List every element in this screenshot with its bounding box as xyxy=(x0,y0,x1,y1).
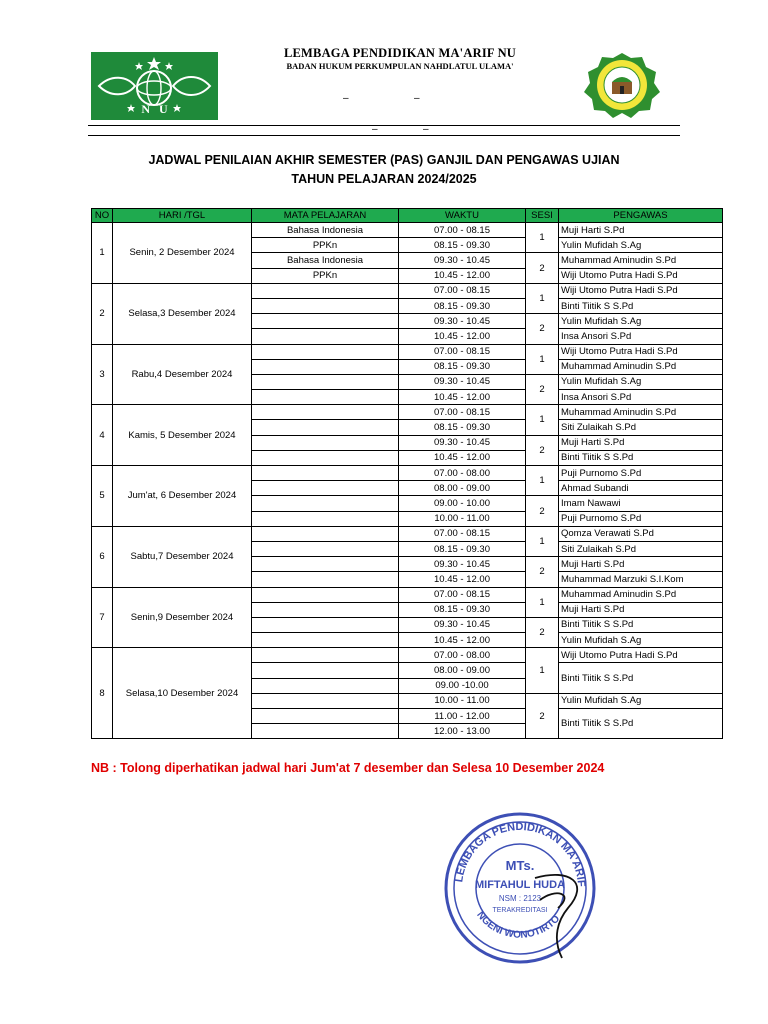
institution-subtitle: BADAN HUKUM PERKUMPULAN NAHDLATUL ULAMA' xyxy=(286,61,514,71)
cell-hari: Kamis, 5 Desember 2024 xyxy=(113,405,252,466)
cell-no: 2 xyxy=(92,283,113,344)
cell-mapel xyxy=(252,298,399,313)
cell-waktu: 09.30 - 10.45 xyxy=(399,557,526,572)
cell-pengawas: Insa Ansori S.Pd xyxy=(559,329,723,344)
cell-mapel xyxy=(252,557,399,572)
cell-pengawas: Qomza Verawati S.Pd xyxy=(559,526,723,541)
stamp-status: TERAKREDITASI xyxy=(492,907,548,914)
table-row xyxy=(92,344,723,359)
cell-waktu: 08.15 - 09.30 xyxy=(399,238,526,253)
cell-mapel xyxy=(252,678,399,693)
cell-mapel: PPKn xyxy=(252,268,399,283)
cell-mapel: Bahasa Indonesia xyxy=(252,223,399,238)
cell-waktu: 08.00 - 09.00 xyxy=(399,663,526,678)
cell-mapel xyxy=(252,481,399,496)
cell-no: 3 xyxy=(92,344,113,405)
cell-waktu: 11.00 - 12.00 xyxy=(399,709,526,724)
cell-waktu: 07.00 - 08.00 xyxy=(399,648,526,663)
cell-mapel xyxy=(252,572,399,587)
cell-sesi: 2 xyxy=(526,693,559,739)
cell-mapel xyxy=(252,314,399,329)
cell-pengawas: Muji Harti S.Pd xyxy=(559,435,723,450)
column-header-waktu: WAKTU xyxy=(399,209,526,223)
note-text: NB : Tolong diperhatikan jadwal hari Jum'at 7 desember dan Selesa 10 Desember 2024 xyxy=(91,761,605,775)
cell-pengawas: Muhammad Marzuki S.I.Kom xyxy=(559,572,723,587)
cell-pengawas: Muhammad Aminudin S.Pd xyxy=(559,253,723,268)
cell-mapel xyxy=(252,693,399,708)
cell-waktu: 09.30 - 10.45 xyxy=(399,617,526,632)
cell-pengawas: Yulin Mufidah S.Ag xyxy=(559,633,723,648)
cell-pengawas: Insa Ansori S.Pd xyxy=(559,390,723,405)
cell-mapel xyxy=(252,617,399,632)
svg-text:NGENI WONOTIRTO xyxy=(474,910,562,941)
kop-dash: – xyxy=(414,93,420,104)
cell-waktu: 07.00 - 08.15 xyxy=(399,344,526,359)
cell-no: 8 xyxy=(92,648,113,739)
cell-hari: Selasa,3 Desember 2024 xyxy=(113,283,252,344)
cell-waktu: 07.00 - 08.15 xyxy=(399,587,526,602)
madrasah-emblem-icon xyxy=(582,52,662,119)
cell-sesi: 2 xyxy=(526,253,559,283)
cell-waktu: 10.45 - 12.00 xyxy=(399,390,526,405)
cell-mapel xyxy=(252,420,399,435)
cell-pengawas: Yulin Mufidah S.Ag xyxy=(559,314,723,329)
cell-pengawas: Binti Tiitik S S.Pd xyxy=(559,450,723,465)
cell-sesi: 1 xyxy=(526,466,559,496)
madrasah-logo xyxy=(582,52,662,119)
cell-waktu: 10.45 - 12.00 xyxy=(399,633,526,648)
cell-sesi: 2 xyxy=(526,314,559,344)
cell-hari: Sabtu,7 Desember 2024 xyxy=(113,526,252,587)
cell-waktu: 07.00 - 08.15 xyxy=(399,405,526,420)
cell-mapel xyxy=(252,709,399,724)
cell-mapel xyxy=(252,344,399,359)
cell-waktu: 08.15 - 09.30 xyxy=(399,420,526,435)
cell-mapel xyxy=(252,466,399,481)
cell-pengawas: Wiji Utomo Putra Hadi S.Pd xyxy=(559,283,723,298)
cell-pengawas: Ahmad Subandi xyxy=(559,481,723,496)
cell-pengawas: Muji Harti S.Pd xyxy=(559,223,723,238)
cell-sesi: 1 xyxy=(526,223,559,253)
cell-waktu: 09.30 - 10.45 xyxy=(399,374,526,389)
cell-sesi: 1 xyxy=(526,648,559,694)
cell-pengawas: Muhammad Aminudin S.Pd xyxy=(559,359,723,374)
cell-pengawas: Muhammad Aminudin S.Pd xyxy=(559,587,723,602)
cell-pengawas: Siti Zulaikah S.Pd xyxy=(559,420,723,435)
cell-waktu: 10.45 - 12.00 xyxy=(399,268,526,283)
column-header-sesi: SESI xyxy=(526,209,559,223)
cell-no: 7 xyxy=(92,587,113,648)
cell-pengawas: Yulin Mufidah S.Ag xyxy=(559,374,723,389)
cell-waktu: 09.30 - 10.45 xyxy=(399,435,526,450)
column-header-mapel: MATA PELAJARAN xyxy=(252,209,399,223)
cell-mapel xyxy=(252,359,399,374)
cell-sesi: 1 xyxy=(526,405,559,435)
cell-mapel xyxy=(252,663,399,678)
cell-mapel xyxy=(252,450,399,465)
cell-waktu: 08.15 - 09.30 xyxy=(399,359,526,374)
cell-mapel xyxy=(252,541,399,556)
cell-no: 5 xyxy=(92,466,113,527)
cell-waktu: 10.45 - 12.00 xyxy=(399,572,526,587)
kop-dash: – xyxy=(343,93,349,104)
cell-mapel xyxy=(252,724,399,739)
cell-sesi: 2 xyxy=(526,435,559,465)
table-row xyxy=(92,466,723,481)
cell-mapel xyxy=(252,526,399,541)
table-row xyxy=(92,587,723,602)
cell-sesi: 1 xyxy=(526,283,559,313)
official-stamp xyxy=(440,808,600,968)
nu-logo-letters: N U xyxy=(141,102,168,116)
kop-divider xyxy=(88,135,680,136)
cell-waktu: 10.00 - 11.00 xyxy=(399,693,526,708)
cell-mapel xyxy=(252,633,399,648)
cell-pengawas: Binti Tiitik S S.Pd xyxy=(559,298,723,313)
kop-dash: – xyxy=(423,124,429,135)
cell-pengawas: Binti Tiitik S S.Pd xyxy=(559,709,723,739)
cell-waktu: 09.30 - 10.45 xyxy=(399,314,526,329)
cell-mapel xyxy=(252,587,399,602)
cell-mapel: PPKn xyxy=(252,238,399,253)
cell-sesi: 2 xyxy=(526,496,559,526)
cell-pengawas: Wiji Utomo Putra Hadi S.Pd xyxy=(559,648,723,663)
cell-pengawas: Puji Purnomo S.Pd xyxy=(559,511,723,526)
cell-pengawas: Puji Purnomo S.Pd xyxy=(559,466,723,481)
cell-waktu: 07.00 - 08.15 xyxy=(399,283,526,298)
cell-waktu: 08.15 - 09.30 xyxy=(399,541,526,556)
cell-pengawas: Wiji Utomo Putra Hadi S.Pd xyxy=(559,344,723,359)
cell-pengawas: Yulin Mufidah S.Ag xyxy=(559,238,723,253)
column-header-pengawas: PENGAWAS xyxy=(559,209,723,223)
document-subtitle: TAHUN PELAJARAN 2024/2025 xyxy=(291,172,477,186)
cell-waktu: 12.00 - 13.00 xyxy=(399,724,526,739)
cell-waktu: 08.15 - 09.30 xyxy=(399,602,526,617)
kop-divider xyxy=(88,125,680,126)
schedule-table xyxy=(91,208,723,739)
cell-waktu: 09.00 -10.00 xyxy=(399,678,526,693)
table-row xyxy=(92,283,723,298)
column-header-hari: HARI /TGL xyxy=(113,209,252,223)
cell-sesi: 2 xyxy=(526,617,559,647)
cell-hari: Senin,9 Desember 2024 xyxy=(113,587,252,648)
cell-waktu: 08.00 - 09.00 xyxy=(399,481,526,496)
cell-mapel xyxy=(252,374,399,389)
institution-name: LEMBAGA PENDIDIKAN MA'ARIF NU xyxy=(283,46,517,60)
cell-waktu: 10.45 - 12.00 xyxy=(399,329,526,344)
cell-hari: Selasa,10 Desember 2024 xyxy=(113,648,252,739)
stamp-school-name: MIFTAHUL HUDA xyxy=(474,879,566,891)
kop-dash: – xyxy=(372,124,378,135)
cell-hari: Jum'at, 6 Desember 2024 xyxy=(113,466,252,527)
cell-pengawas: Muji Harti S.Pd xyxy=(559,602,723,617)
cell-waktu: 09.00 - 10.00 xyxy=(399,496,526,511)
nu-logo xyxy=(91,52,218,120)
stamp-inner-text: MTs. xyxy=(505,858,535,873)
cell-no: 6 xyxy=(92,526,113,587)
cell-sesi: 1 xyxy=(526,587,559,617)
cell-pengawas: Imam Nawawi xyxy=(559,496,723,511)
cell-waktu: 08.15 - 09.30 xyxy=(399,298,526,313)
cell-pengawas: Wiji Utomo Putra Hadi S.Pd xyxy=(559,268,723,283)
cell-waktu: 10.00 - 11.00 xyxy=(399,511,526,526)
cell-mapel xyxy=(252,283,399,298)
cell-no: 1 xyxy=(92,223,113,284)
cell-mapel xyxy=(252,511,399,526)
table-row xyxy=(92,648,723,663)
cell-mapel xyxy=(252,602,399,617)
cell-no: 4 xyxy=(92,405,113,466)
cell-sesi: 1 xyxy=(526,526,559,556)
cell-pengawas: Binti Tiitik S S.Pd xyxy=(559,617,723,632)
cell-pengawas: Siti Zulaikah S.Pd xyxy=(559,541,723,556)
cell-hari: Rabu,4 Desember 2024 xyxy=(113,344,252,405)
cell-pengawas: Binti Tiitik S S.Pd xyxy=(559,663,723,693)
stamp-nsm: NSM : 2123 xyxy=(498,894,542,903)
table-header-row xyxy=(92,209,723,223)
table-row xyxy=(92,405,723,420)
cell-pengawas: Muji Harti S.Pd xyxy=(559,557,723,572)
cell-waktu: 09.30 - 10.45 xyxy=(399,253,526,268)
cell-mapel xyxy=(252,435,399,450)
cell-pengawas: Muhammad Aminudin S.Pd xyxy=(559,405,723,420)
cell-mapel: Bahasa Indonesia xyxy=(252,253,399,268)
stamp-place-text: NGENI WONOTIRTO xyxy=(474,909,563,941)
column-header-no: NO xyxy=(92,209,113,223)
cell-waktu: 07.00 - 08.15 xyxy=(399,223,526,238)
cell-sesi: 1 xyxy=(526,344,559,374)
cell-mapel xyxy=(252,648,399,663)
cell-waktu: 07.00 - 08.15 xyxy=(399,526,526,541)
stamp-outer-text: LEMBAGA PENDIDIKAN MA'ARIF xyxy=(453,820,588,888)
schedule-body xyxy=(92,223,723,739)
document-title: JADWAL PENILAIAN AKHIR SEMESTER (PAS) GANJIL DAN PENGAWAS UJIAN xyxy=(148,153,620,167)
cell-hari: Senin, 2 Desember 2024 xyxy=(113,223,252,284)
cell-mapel xyxy=(252,390,399,405)
table-row xyxy=(92,526,723,541)
cell-sesi: 2 xyxy=(526,374,559,404)
cell-waktu: 07.00 - 08.00 xyxy=(399,466,526,481)
cell-waktu: 10.45 - 12.00 xyxy=(399,450,526,465)
cell-mapel xyxy=(252,329,399,344)
cell-mapel xyxy=(252,405,399,420)
cell-mapel xyxy=(252,496,399,511)
cell-pengawas: Yulin Mufidah S.Ag xyxy=(559,693,723,708)
stamp-seal-icon xyxy=(440,808,600,968)
cell-sesi: 2 xyxy=(526,557,559,587)
table-row xyxy=(92,223,723,238)
